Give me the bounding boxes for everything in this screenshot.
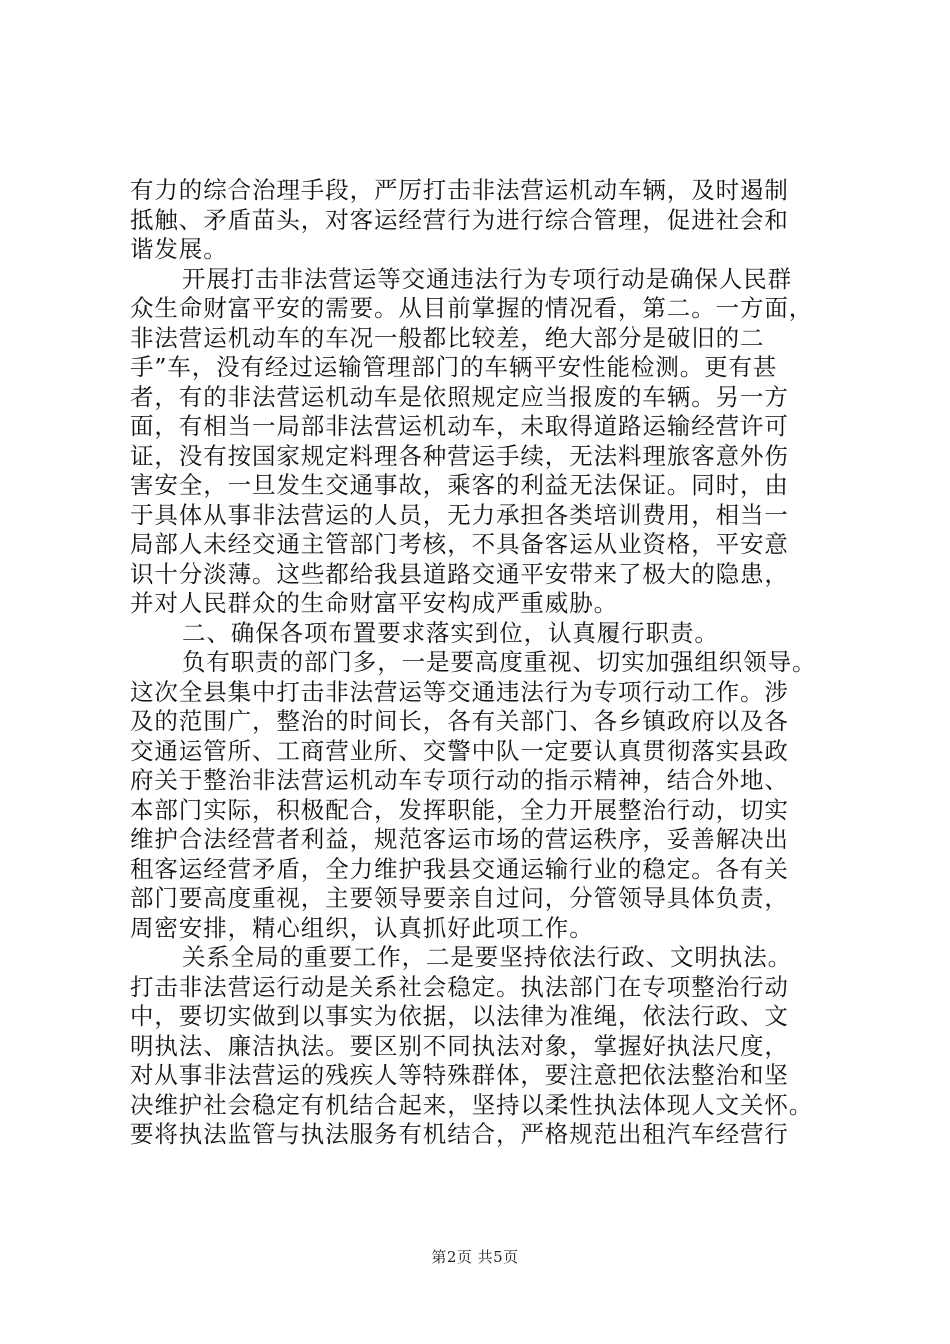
text-line: 部门要高度重视，主要领导要亲自过问，分管领导具体负责， (130, 884, 789, 912)
text-line: 识十分淡薄。这些都给我县道路交通平安带来了极大的隐患， (130, 559, 789, 588)
text-line: 对从事非法营运的残疾人等特殊群体，要注意把依法整治和坚 (130, 1061, 789, 1089)
text-line: 负有职责的部门多，一是要高度重视、切实加强组织领导。 (182, 648, 817, 676)
text-line: 维护合法经营者利益，规范客运市场的营运秩序，妥善解决出 (130, 825, 789, 853)
text-line: 打击非法营运行动是关系社会稳定。执法部门在专项整治行动 (130, 972, 789, 1001)
text-line: 于具体从事非法营运的人员，无力承担各类培训费用，相当一 (130, 500, 789, 529)
text-line: 有力的综合治理手段，严厉打击非法营运机动车辆，及时遏制 (130, 176, 789, 204)
text-line: 周密安排，精心组织，认真抓好此项工作。 (130, 913, 594, 942)
text-line: 府关于整治非法营运机动车专项行动的指示精神，结合外地、 (130, 766, 789, 794)
text-line: 证，没有按国家规定料理各种营运手续，无法料理旅客意外伤 (130, 441, 789, 470)
text-line: 这次全县集中打击非法营运等交通违法行为专项行动工作。涉 (130, 677, 789, 706)
text-line: 决维护社会稳定有机结合起来，坚持以柔性执法体现人文关怀。 (130, 1090, 814, 1119)
text-line: 局部人未经交通主管部门考核，不具备客运从业资格，平安意 (130, 530, 789, 558)
document-body (130, 176, 834, 1150)
text-line: 开展打击非法营运等交通违法行为专项行动是确保人民群 (182, 264, 792, 293)
text-line: 抵触、矛盾苗头，对客运经营行为进行综合管理，促进社会和 (130, 205, 789, 234)
text-line: 本部门实际，积极配合，发挥职能，全力开展整治行动，切实 (130, 795, 789, 824)
text-line: 交通运管所、工商营业所、交警中队一定要认真贯彻落实县政 (130, 736, 789, 765)
text-line: 害安全，一旦发生交通事故，乘客的利益无法保证。同时，由 (130, 471, 789, 499)
text-line: 关系全局的重要工作，二是要坚持依法行政、文明执法。 (182, 943, 792, 971)
text-line: 者，有的非法营运机动车是依照规定应当报废的车辆。另一方 (130, 382, 789, 411)
text-line: 及的范围广，整治的时间长，各有关部门、各乡镇政府以及各 (130, 707, 789, 735)
page-number: 第2页 共5页 (431, 1248, 519, 1266)
text-line: 中，要切实做到以事实为依据，以法律为准绳，依法行政、文 (130, 1002, 789, 1030)
text-line: 明执法、廉洁执法。要区别不同执法对象，掌握好执法尺度， (130, 1031, 789, 1060)
text-line: 众生命财富平安的需要。从目前掌握的情况看，第二。一方面， (130, 294, 814, 322)
section-heading: 二、确保各项布置要求落实到位，认真履行职责。 (182, 618, 719, 647)
text-line: 租客运经营矛盾，全力维护我县交通运输行业的稳定。各有关 (130, 854, 789, 883)
text-line: 非法营运机动车的车况一般都比较差，绝大部分是破旧的二 (130, 323, 765, 352)
text-line: 面，有相当一局部非法营运机动车，未取得道路运输经营许可 (130, 412, 789, 440)
text-line: 并对人民群众的生命财富平安构成严重威胁。 (130, 589, 618, 617)
text-line: 手”车，没有经过运输管理部门的车辆平安性能检测。更有甚 (130, 353, 778, 381)
text-line: 要将执法监管与执法服务有机结合，严格规范出租汽车经营行 (130, 1120, 789, 1148)
text-line: 谐发展。 (130, 235, 228, 263)
